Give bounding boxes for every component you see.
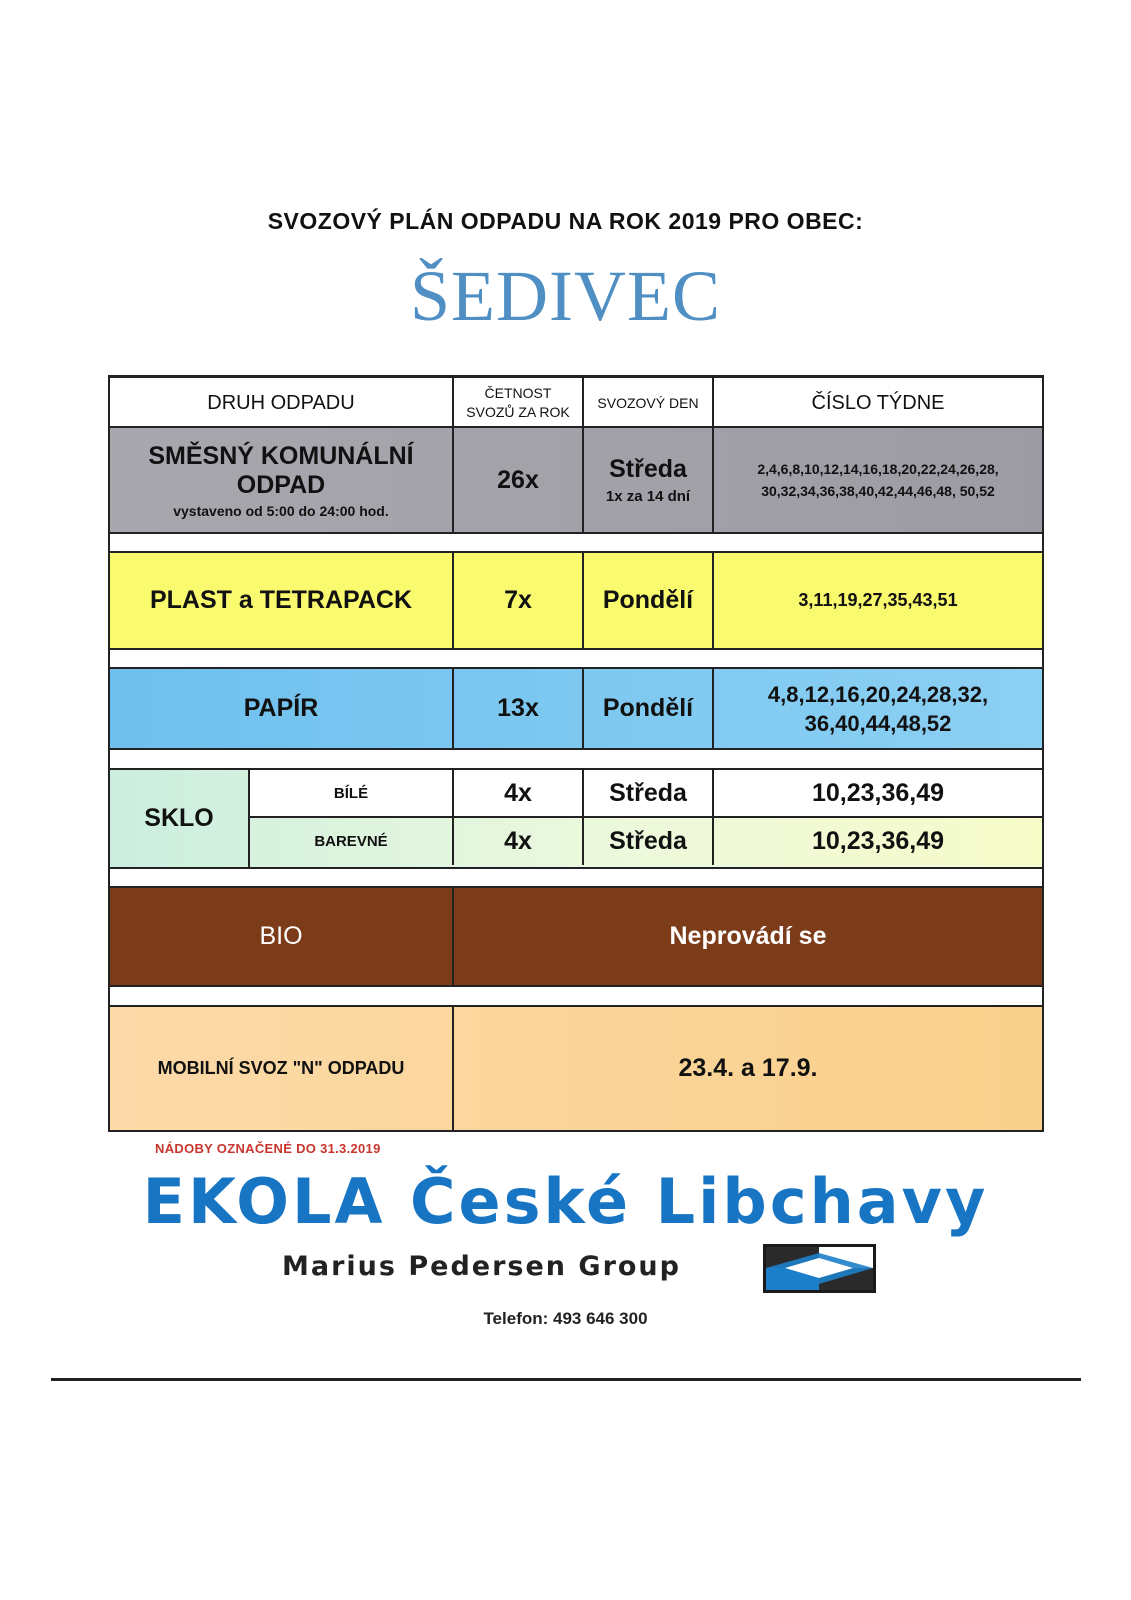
paper-day: Pondělí xyxy=(584,669,714,748)
company-logo-text: EKOLA České Libchavy xyxy=(142,1165,989,1238)
glass-white-day: Středa xyxy=(584,770,714,816)
header-weeks: ČÍSLO TÝDNE xyxy=(811,391,945,414)
containers-note: NÁDOBY OZNAČENÉ DO 31.3.2019 xyxy=(155,1141,381,1156)
bio-name: BIO xyxy=(110,888,454,985)
glass-colored-row xyxy=(250,818,1042,865)
glass-white-label: BÍLÉ xyxy=(250,770,454,816)
plastic-count: 7x xyxy=(454,553,584,648)
glass-colored-count: 4x xyxy=(454,818,584,865)
row-mobile xyxy=(110,1005,1042,1130)
marius-pedersen-flag-icon xyxy=(763,1244,876,1293)
mixed-note: vystaveno od 5:00 do 24:00 hod. xyxy=(173,502,389,519)
header-type: DRUH ODPADU xyxy=(110,378,454,428)
header-frequency: ČETNOST SVOZŮ ZA ROK xyxy=(454,378,584,428)
glass-white-row xyxy=(250,770,1042,818)
table-header xyxy=(110,378,1042,430)
paper-weeks-line2: 36,40,44,48,52 xyxy=(804,710,952,736)
row-glass xyxy=(110,768,1042,869)
plastic-weeks: 3,11,19,27,35,43,51 xyxy=(798,590,958,610)
paper-count: 13x xyxy=(454,669,584,748)
glass-colored-label: BAREVNÉ xyxy=(250,818,454,865)
plastic-name: PLAST a TETRAPACK xyxy=(110,553,454,648)
row-mixed-waste xyxy=(110,426,1042,534)
village-name: ŠEDIVEC xyxy=(410,256,721,336)
glass-white-weeks: 10,23,36,49 xyxy=(811,778,945,807)
row-plastic xyxy=(110,551,1042,650)
paper-name: PAPÍR xyxy=(110,669,454,748)
header-day: SVOZOVÝ DEN xyxy=(584,378,714,428)
mixed-name-cell xyxy=(110,428,454,532)
glass-colored-day: Středa xyxy=(584,818,714,865)
row-bio xyxy=(110,886,1042,987)
mixed-name-line2: ODPAD xyxy=(236,470,326,499)
glass-colored-weeks: 10,23,36,49 xyxy=(811,827,945,855)
paper-weeks-line1: 4,8,12,16,20,24,28,32, xyxy=(767,681,989,707)
mixed-day: Středa xyxy=(609,455,687,483)
mixed-weeks-cell xyxy=(714,428,1042,532)
mixed-day-note: 1x za 14 dní xyxy=(605,488,691,505)
mixed-weeks-line2: 30,32,34,36,38,40,42,44,46,48, 50,52 xyxy=(761,483,995,499)
plastic-day: Pondělí xyxy=(584,553,714,648)
bio-status: Neprovádí se xyxy=(669,922,827,950)
mixed-count: 26x xyxy=(454,428,584,532)
glass-white-count: 4x xyxy=(454,770,584,816)
mixed-weeks-line1: 2,4,6,8,10,12,14,16,18,20,22,24,26,28, xyxy=(757,461,999,477)
paper-weeks-cell xyxy=(714,669,1042,748)
phone-number: Telefon: 493 646 300 xyxy=(483,1309,648,1328)
schedule-table xyxy=(108,375,1044,1132)
row-paper xyxy=(110,667,1042,750)
mixed-day-cell xyxy=(584,428,714,532)
mixed-name-line1: SMĚSNÝ KOMUNÁLNÍ xyxy=(148,441,414,470)
group-name: Marius Pedersen Group xyxy=(282,1251,681,1282)
plan-heading: SVOZOVÝ PLÁN ODPADU NA ROK 2019 PRO OBEC: xyxy=(267,208,864,234)
mobile-name: MOBILNÍ SVOZ "N" ODPADU xyxy=(110,1007,454,1130)
mobile-dates: 23.4. a 17.9. xyxy=(678,1054,818,1082)
glass-name: SKLO xyxy=(110,770,250,867)
bottom-divider xyxy=(51,1378,1081,1381)
